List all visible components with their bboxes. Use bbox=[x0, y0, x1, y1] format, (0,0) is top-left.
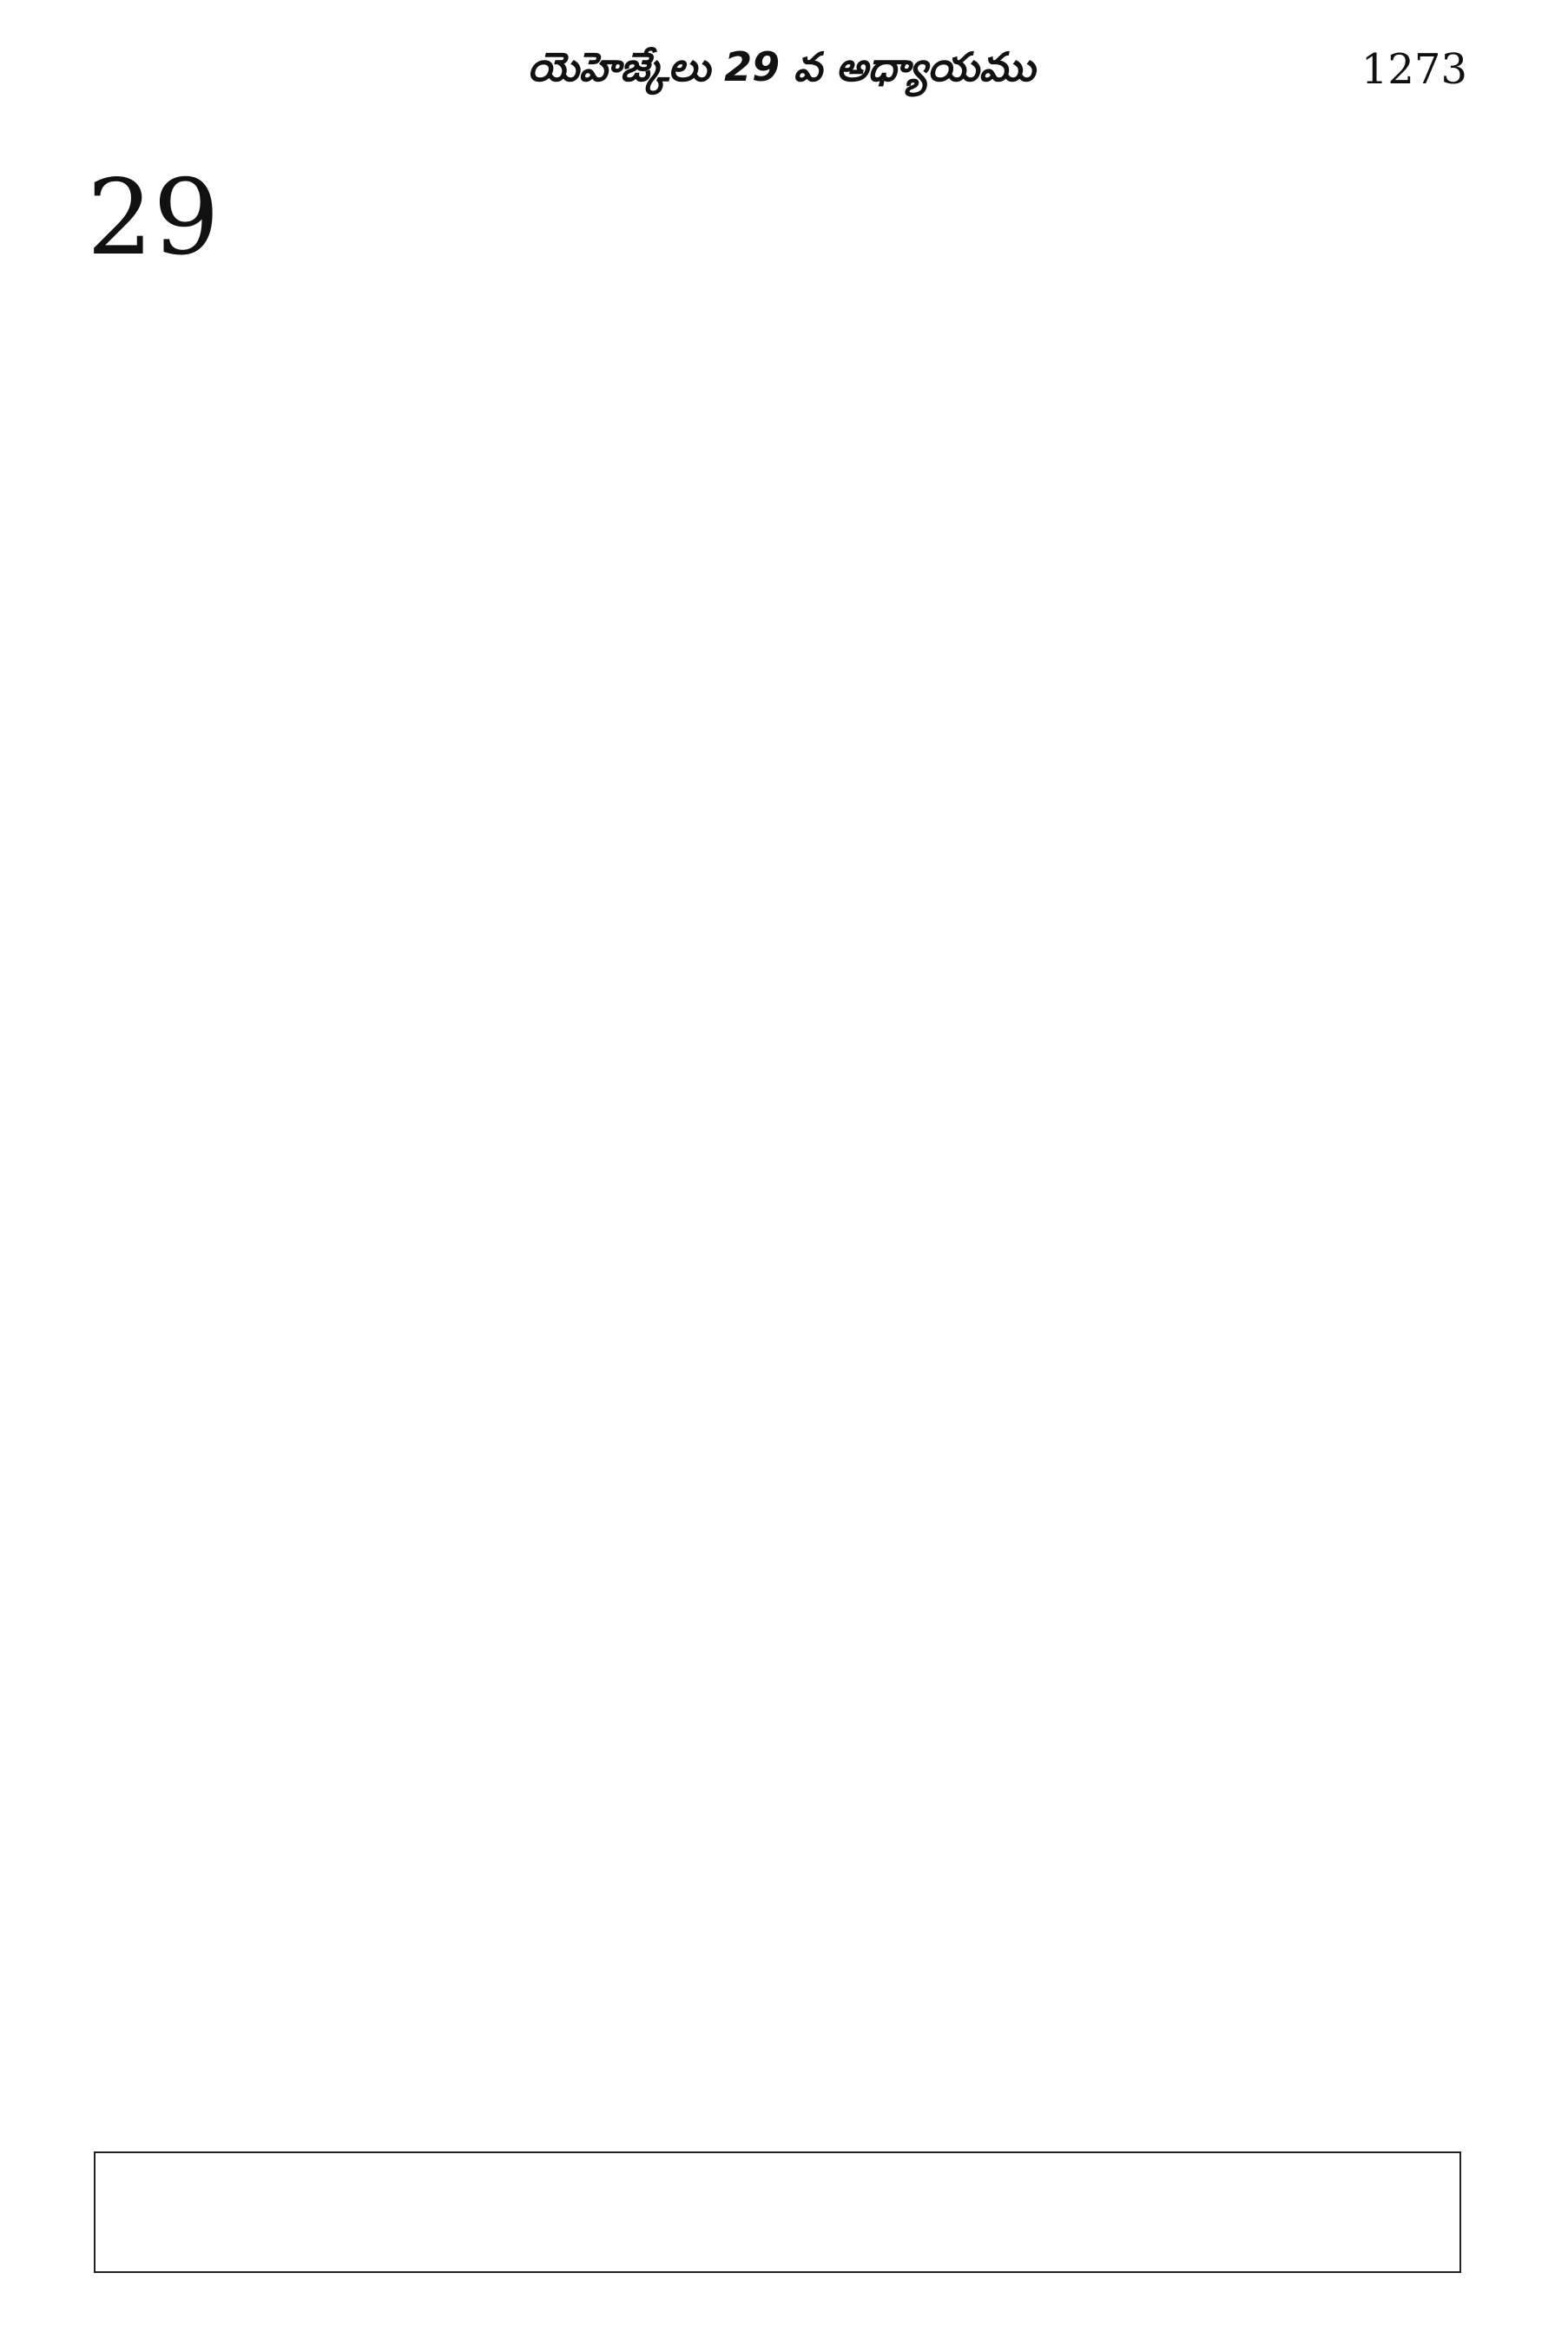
cross-reference-box bbox=[94, 2151, 1461, 2273]
chapter-number: 29 bbox=[87, 158, 220, 279]
page-header bbox=[96, 35, 1467, 113]
right-column bbox=[786, 165, 1454, 182]
page-number: 1273 bbox=[1360, 45, 1467, 94]
left-column bbox=[87, 158, 755, 279]
running-title: యెహెజ్కేలు 29 వ అధ్యాయము bbox=[527, 43, 1036, 90]
